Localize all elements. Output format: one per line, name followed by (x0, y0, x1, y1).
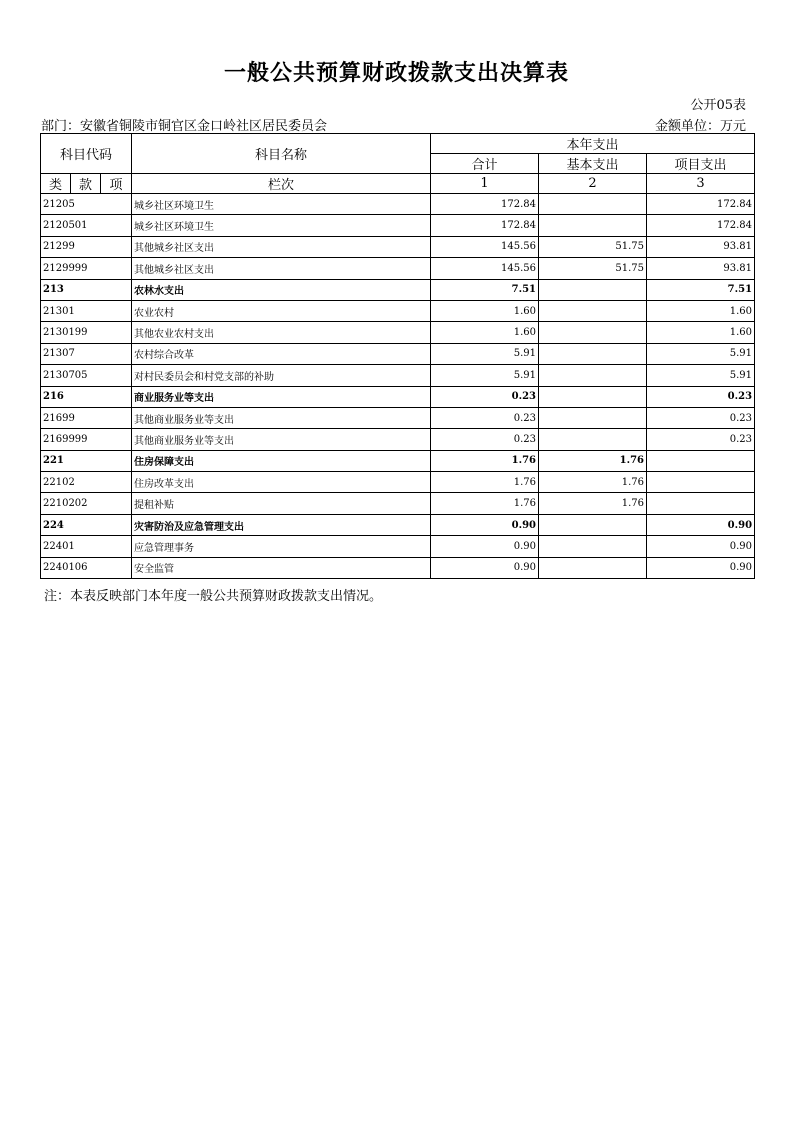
row-code: 2130199 (41, 322, 132, 343)
row-code: 2129999 (41, 258, 132, 279)
row-basic (539, 279, 647, 300)
row-total: 172.84 (431, 215, 539, 236)
department-label: 部门：安徽省铜陵市铜官区金口岭社区居民委员会 (41, 119, 328, 134)
row-total: 1.60 (431, 300, 539, 321)
row-project (647, 493, 755, 514)
row-project: 93.81 (647, 236, 755, 257)
row-total: 0.90 (431, 514, 539, 535)
table-row (41, 343, 755, 364)
unit-label: 金额单位：万元 (654, 119, 746, 134)
row-name: 其他城乡社区支出 (132, 236, 431, 257)
row-total: 5.91 (431, 365, 539, 386)
footnote: 注：本表反映部门本年度一般公共预算财政拨款支出情况。 (44, 589, 383, 604)
row-name: 城乡社区环境卫生 (132, 194, 431, 215)
row-basic (539, 343, 647, 364)
row-project: 0.90 (647, 514, 755, 535)
table-row (41, 429, 755, 450)
row-total: 0.90 (431, 536, 539, 557)
row-basic (539, 322, 647, 343)
table-row (41, 322, 755, 343)
header-project: 项目支出 (647, 154, 755, 174)
header-col1: 1 (431, 174, 539, 194)
table-row (41, 407, 755, 428)
row-name: 对村民委员会和村党支部的补助 (132, 365, 431, 386)
row-project: 0.90 (647, 536, 755, 557)
row-project: 5.91 (647, 365, 755, 386)
row-code: 216 (41, 386, 132, 407)
row-total: 0.90 (431, 557, 539, 578)
table-row (41, 300, 755, 321)
table-row (41, 536, 755, 557)
row-basic (539, 194, 647, 215)
row-total: 0.23 (431, 407, 539, 428)
row-basic: 1.76 (539, 450, 647, 471)
table-row (41, 450, 755, 471)
row-total: 1.60 (431, 322, 539, 343)
row-project: 5.91 (647, 343, 755, 364)
row-code: 21699 (41, 407, 132, 428)
header-current-year: 本年支出 (431, 134, 755, 154)
row-project: 0.23 (647, 407, 755, 428)
row-basic (539, 215, 647, 236)
row-code: 21299 (41, 236, 132, 257)
row-name: 农村综合改革 (132, 343, 431, 364)
table-row (41, 236, 755, 257)
row-name: 其他城乡社区支出 (132, 258, 431, 279)
row-total: 0.23 (431, 386, 539, 407)
row-project: 1.60 (647, 300, 755, 321)
row-project (647, 472, 755, 493)
row-code: 2169999 (41, 429, 132, 450)
row-basic (539, 536, 647, 557)
row-basic: 1.76 (539, 493, 647, 514)
row-code: 21307 (41, 343, 132, 364)
row-basic (539, 514, 647, 535)
row-total: 1.76 (431, 450, 539, 471)
header-xiang: 项 (101, 174, 132, 194)
row-basic (539, 557, 647, 578)
row-name: 灾害防治及应急管理支出 (132, 514, 431, 535)
row-code: 224 (41, 514, 132, 535)
row-code: 2130705 (41, 365, 132, 386)
row-name: 其他商业服务业等支出 (132, 407, 431, 428)
header-basic: 基本支出 (539, 154, 647, 174)
row-name: 商业服务业等支出 (132, 386, 431, 407)
row-code: 22401 (41, 536, 132, 557)
table-row (41, 194, 755, 215)
row-name: 其他农业农村支出 (132, 322, 431, 343)
row-total: 7.51 (431, 279, 539, 300)
row-project: 0.23 (647, 429, 755, 450)
header-lei: 类 (41, 174, 71, 194)
row-code: 213 (41, 279, 132, 300)
row-project: 0.23 (647, 386, 755, 407)
row-name: 住房保障支出 (132, 450, 431, 471)
header-name: 科目名称 (132, 134, 431, 174)
table-row (41, 472, 755, 493)
header-kuan: 款 (71, 174, 101, 194)
row-name: 住房改革支出 (132, 472, 431, 493)
row-name: 应急管理事务 (132, 536, 431, 557)
table-row (41, 215, 755, 236)
header-column: 栏次 (132, 174, 431, 194)
row-project (647, 450, 755, 471)
row-total: 145.56 (431, 236, 539, 257)
row-total: 172.84 (431, 194, 539, 215)
row-project: 7.51 (647, 279, 755, 300)
row-code: 2210202 (41, 493, 132, 514)
row-total: 0.23 (431, 429, 539, 450)
row-name: 其他商业服务业等支出 (132, 429, 431, 450)
row-project: 93.81 (647, 258, 755, 279)
row-project: 1.60 (647, 322, 755, 343)
table-row (41, 258, 755, 279)
row-code: 221 (41, 450, 132, 471)
table-row (41, 493, 755, 514)
row-name: 农林水支出 (132, 279, 431, 300)
row-basic: 51.75 (539, 258, 647, 279)
header-code: 科目代码 (41, 134, 132, 174)
row-project: 172.84 (647, 215, 755, 236)
table-row (41, 386, 755, 407)
row-name: 安全监管 (132, 557, 431, 578)
row-project: 0.90 (647, 557, 755, 578)
table-row (41, 514, 755, 535)
row-code: 2240106 (41, 557, 132, 578)
header-col2: 2 (539, 174, 647, 194)
row-name: 农业农村 (132, 300, 431, 321)
table-row (41, 365, 755, 386)
row-basic (539, 407, 647, 428)
row-basic: 1.76 (539, 472, 647, 493)
row-code: 2120501 (41, 215, 132, 236)
header-col3: 3 (647, 174, 755, 194)
row-basic: 51.75 (539, 236, 647, 257)
row-code: 21205 (41, 194, 132, 215)
row-basic (539, 300, 647, 321)
row-name: 提租补贴 (132, 493, 431, 514)
table-row (41, 557, 755, 578)
row-basic (539, 386, 647, 407)
table-number: 公开05表 (690, 98, 746, 113)
row-basic (539, 429, 647, 450)
row-code: 21301 (41, 300, 132, 321)
row-total: 145.56 (431, 258, 539, 279)
row-total: 1.76 (431, 472, 539, 493)
row-total: 1.76 (431, 493, 539, 514)
table-row (41, 279, 755, 300)
row-project: 172.84 (647, 194, 755, 215)
row-total: 5.91 (431, 343, 539, 364)
expenditure-table (40, 133, 755, 579)
row-name: 城乡社区环境卫生 (132, 215, 431, 236)
header-total: 合计 (431, 154, 539, 174)
row-code: 22102 (41, 472, 132, 493)
page-title: 一般公共预算财政拨款支出决算表 (223, 61, 569, 86)
row-basic (539, 365, 647, 386)
